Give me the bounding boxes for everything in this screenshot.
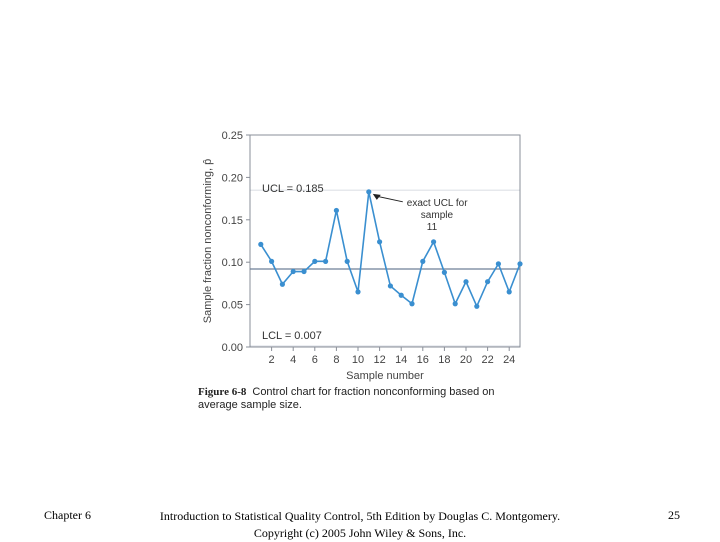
- x-tick-label: 12: [373, 354, 386, 366]
- y-tick-label: 0.15: [221, 214, 243, 227]
- figure-caption: [198, 386, 528, 412]
- x-tick-label: 22: [481, 354, 494, 366]
- footer-book-credit: [140, 508, 580, 542]
- data-point: [301, 269, 306, 274]
- plot-frame: [250, 135, 520, 347]
- ucl-label: UCL = 0.185: [262, 183, 324, 196]
- data-point: [409, 301, 414, 306]
- data-point: [334, 208, 339, 213]
- data-point: [485, 279, 490, 284]
- annotation-text: sample: [420, 209, 454, 221]
- figure-label: Figure 6-8: [198, 386, 247, 398]
- annotation-text: 11: [426, 221, 438, 233]
- data-point: [323, 259, 328, 264]
- data-point: [399, 293, 404, 298]
- x-axis-label: Sample number: [346, 370, 424, 382]
- data-point: [291, 269, 296, 274]
- data-point: [474, 304, 479, 309]
- data-point: [463, 279, 468, 284]
- data-point: [280, 282, 285, 287]
- y-tick-label: 0.10: [221, 257, 243, 270]
- x-tick-label: 2: [268, 354, 275, 366]
- data-point: [431, 239, 436, 244]
- footer-copyright: Copyright (c) 2005 John Wiley & Sons, Inc.: [253, 526, 467, 540]
- data-point: [258, 242, 263, 247]
- figure-caption-text: Control chart for fraction nonconforming based on average sample size.: [198, 386, 495, 411]
- x-tick-label: 20: [459, 354, 473, 366]
- footer-book-title: Introduction to Statistical Quality Control, 5th Edition by Douglas C. Montgomery.: [159, 509, 561, 523]
- footer-page-number: 25: [668, 508, 680, 522]
- y-tick-label: 0.25: [221, 130, 243, 142]
- x-tick-label: 8: [333, 354, 340, 366]
- series-line: [261, 192, 520, 306]
- data-point: [377, 239, 382, 244]
- data-point: [345, 259, 350, 264]
- y-tick-label: 0.05: [221, 299, 243, 312]
- data-point: [420, 259, 425, 264]
- data-point: [517, 261, 522, 266]
- data-point: [496, 261, 501, 266]
- x-tick-label: 6: [311, 354, 318, 366]
- x-tick-label: 4: [290, 354, 297, 366]
- y-axis-label: Sample fraction nonconforming, p̂: [202, 158, 214, 324]
- data-point: [453, 301, 458, 306]
- y-tick-label: 0.00: [221, 342, 243, 354]
- lcl-label: LCL = 0.007: [262, 330, 322, 342]
- data-point: [312, 259, 317, 264]
- annotation-text: exact UCL for: [406, 197, 468, 209]
- x-tick-label: 24: [503, 354, 516, 366]
- data-point: [507, 289, 512, 294]
- y-tick-label: 0.20: [221, 172, 243, 185]
- x-tick-label: 14: [395, 354, 408, 366]
- footer-chapter: Chapter 6: [44, 508, 91, 522]
- data-point: [269, 259, 274, 264]
- data-point: [388, 283, 393, 288]
- control-chart: [195, 125, 535, 385]
- x-tick-label: 18: [438, 354, 451, 366]
- x-tick-label: 10: [351, 354, 365, 366]
- data-point: [355, 289, 360, 294]
- data-point: [442, 270, 447, 275]
- data-point: [366, 189, 371, 194]
- x-tick-label: 16: [416, 354, 429, 366]
